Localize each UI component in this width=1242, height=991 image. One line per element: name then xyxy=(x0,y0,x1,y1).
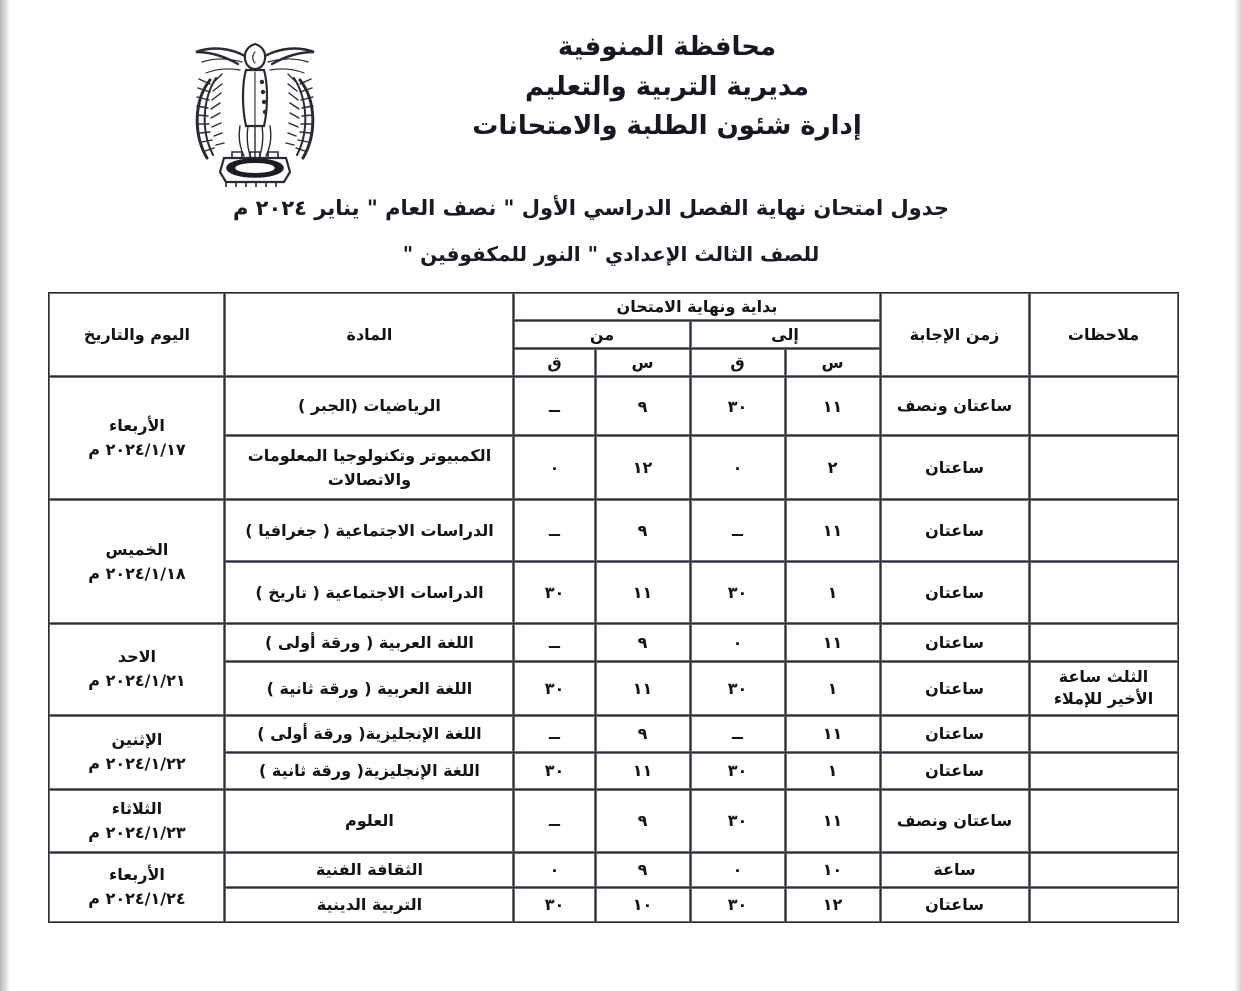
cell-from-hour: ٩ xyxy=(596,716,690,752)
cell-subject: الدراسات الاجتماعية ( تاريخ ) xyxy=(225,562,513,623)
cell-duration: ساعتان ونصف xyxy=(881,790,1029,852)
day-date: ٢٠٢٤/١/١٧ م xyxy=(88,440,186,459)
cell-subject: اللغة العربية ( ورقة أولى ) xyxy=(225,624,513,661)
day-name: الخميس xyxy=(105,539,169,559)
cell-duration: ساعتان xyxy=(881,662,1029,715)
cell-notes: الثلث ساعة الأخير للإملاء xyxy=(1030,662,1178,715)
cell-notes xyxy=(1030,562,1178,623)
cell-from-min: ــ xyxy=(514,790,594,852)
cell-to-hour: ١١ xyxy=(786,500,880,561)
cell-duration: ساعتان xyxy=(881,562,1029,623)
cell-subject: اللغة الإنجليزية( ورقة أولى ) xyxy=(225,716,513,752)
table-row xyxy=(49,500,1177,561)
cell-from-hour: ١١ xyxy=(596,562,690,623)
cell-from-min: ٠ xyxy=(514,436,594,499)
cell-notes xyxy=(1030,500,1178,561)
cell-to-min: ٣٠ xyxy=(691,753,785,789)
col-header-duration: زمن الإجابة xyxy=(881,293,1029,376)
col-header-to-min: ق xyxy=(691,349,785,376)
col-header-from: من xyxy=(514,321,689,348)
cell-subject: اللغة العربية ( ورقة ثانية ) xyxy=(225,662,513,715)
cell-day-date xyxy=(49,377,224,499)
cell-to-hour: ١ xyxy=(786,753,880,789)
cell-to-hour: ١١ xyxy=(786,624,880,661)
cell-duration: ساعتان xyxy=(881,888,1029,922)
cell-to-min: ٣٠ xyxy=(691,888,785,922)
day-date: ٢٠٢٤/١/٢٤ م xyxy=(88,889,186,909)
cell-to-hour: ١١ xyxy=(786,716,880,752)
cell-notes xyxy=(1030,853,1178,887)
cell-from-hour: ٩ xyxy=(596,624,690,661)
day-name: الأربعاء xyxy=(109,416,165,435)
cell-subject: الكمبيوتر وتكنولوجيا المعلومات والاتصالات xyxy=(225,436,513,499)
day-date: ٢٠٢٤/١/٢٣ م xyxy=(88,822,186,842)
col-header-from-min: ق xyxy=(514,349,594,376)
cell-day-date xyxy=(49,500,224,623)
cell-from-hour: ٩ xyxy=(596,377,690,435)
cell-to-min: ــ xyxy=(691,716,785,752)
document-header xyxy=(0,0,1242,190)
schedule-table-wrapper xyxy=(64,292,1179,923)
cell-notes xyxy=(1030,377,1178,435)
table-row xyxy=(49,853,1177,887)
title-block xyxy=(0,196,1242,266)
cell-day-date xyxy=(49,716,224,789)
cell-notes xyxy=(1030,716,1178,752)
cell-to-hour: ١ xyxy=(786,662,880,715)
cell-day-date xyxy=(49,790,224,852)
organization-header xyxy=(92,28,1242,147)
exam-schedule-table xyxy=(48,292,1178,923)
cell-notes xyxy=(1030,624,1178,661)
cell-from-min: ــ xyxy=(514,377,594,435)
cell-subject: التربية الدينية xyxy=(225,888,513,922)
cell-duration: ساعتان xyxy=(881,436,1029,499)
cell-to-min: ٣٠ xyxy=(691,790,785,852)
cell-from-min: ٣٠ xyxy=(514,753,594,789)
day-date: ٢٠٢٤/١/٢٢ م xyxy=(88,754,186,774)
cell-duration: ساعتان xyxy=(881,753,1029,789)
cell-to-min: ٠ xyxy=(691,436,785,499)
cell-to-hour: ١٢ xyxy=(786,888,880,922)
cell-to-min: ــ xyxy=(691,500,785,561)
day-name: الاحد xyxy=(117,647,157,667)
header-row-1 xyxy=(49,293,1177,320)
cell-from-hour: ١١ xyxy=(596,662,690,715)
org-department: إدارة شئون الطلبة والامتحانات xyxy=(472,111,862,142)
cell-subject: العلوم xyxy=(225,790,513,852)
cell-from-hour: ٩ xyxy=(596,790,690,852)
cell-from-hour: ١١ xyxy=(596,753,690,789)
cell-to-min: ٠ xyxy=(691,624,785,661)
table-row xyxy=(49,377,1177,435)
day-date: ٢٠٢٤/١/٢١ م xyxy=(88,671,186,691)
cell-duration: ساعتان xyxy=(881,500,1029,561)
col-header-to-hour: س xyxy=(786,349,880,376)
table-row xyxy=(49,790,1177,852)
cell-from-min: ــ xyxy=(514,716,594,752)
cell-subject: الرياضيات (الجبر ) xyxy=(225,377,513,435)
table-body xyxy=(49,377,1177,922)
cell-from-min: ٣٠ xyxy=(514,662,594,715)
cell-duration: ساعتان ونصف xyxy=(881,377,1029,435)
cell-from-min: ٣٠ xyxy=(514,888,594,922)
cell-duration: ساعتان xyxy=(881,716,1029,752)
cell-duration: ساعة xyxy=(881,853,1029,887)
cell-from-hour: ١٠ xyxy=(596,888,690,922)
day-name: الإثنين xyxy=(111,730,163,750)
table-head xyxy=(49,293,1177,376)
cell-notes xyxy=(1030,888,1178,922)
cell-subject: اللغة الإنجليزية( ورقة ثانية ) xyxy=(225,753,513,789)
cell-to-hour: ١١ xyxy=(786,377,880,435)
cell-to-hour: ٢ xyxy=(786,436,880,499)
cell-to-min: ٣٠ xyxy=(691,562,785,623)
col-header-day-date: اليوم والتاريخ xyxy=(49,293,224,376)
col-header-time-group: بداية ونهاية الامتحان xyxy=(514,293,879,320)
cell-from-hour: ١٢ xyxy=(596,436,690,499)
cell-notes xyxy=(1030,753,1178,789)
day-name: الثلاثاء xyxy=(111,798,163,818)
cell-from-min: ــ xyxy=(514,624,594,661)
cell-subject: الدراسات الاجتماعية ( جغرافيا ) xyxy=(225,500,513,561)
cell-from-min: ٣٠ xyxy=(514,562,594,623)
col-header-to: إلى xyxy=(691,321,880,348)
col-header-notes: ملاحظات xyxy=(1030,293,1178,376)
table-row xyxy=(49,624,1177,661)
cell-to-hour: ١٠ xyxy=(786,853,880,887)
col-header-from-hour: س xyxy=(596,349,690,376)
page-subtitle: للصف الثالث الإعدادي " النور للمكفوفين " xyxy=(402,242,820,266)
cell-from-min: ــ xyxy=(514,500,594,561)
cell-to-min: ٠ xyxy=(691,853,785,887)
cell-to-hour: ١ xyxy=(786,562,880,623)
cell-to-min: ٣٠ xyxy=(691,377,785,435)
cell-day-date xyxy=(49,853,224,922)
cell-to-hour: ١١ xyxy=(786,790,880,852)
col-header-subject: المادة xyxy=(225,293,513,376)
cell-duration: ساعتان xyxy=(881,624,1029,661)
cell-from-min: ٠ xyxy=(514,853,594,887)
table-row xyxy=(49,716,1177,752)
cell-subject: الثقافة الفنية xyxy=(225,853,513,887)
cell-day-date xyxy=(49,624,224,715)
day-name: الأربعاء xyxy=(109,865,165,885)
org-directorate: مديرية التربية والتعليم xyxy=(524,71,810,102)
cell-from-hour: ٩ xyxy=(596,853,690,887)
org-governorate: محافظة المنوفية xyxy=(557,32,777,62)
cell-to-min: ٣٠ xyxy=(691,662,785,715)
page-title: جدول امتحان نهاية الفصل الدراسي الأول " نصف العام " يناير ٢٠٢٤ م xyxy=(232,196,950,220)
cell-notes xyxy=(1030,436,1178,499)
cell-notes xyxy=(1030,790,1178,852)
cell-from-hour: ٩ xyxy=(596,500,690,561)
day-date: ٢٠٢٤/١/١٨ م xyxy=(88,563,186,583)
